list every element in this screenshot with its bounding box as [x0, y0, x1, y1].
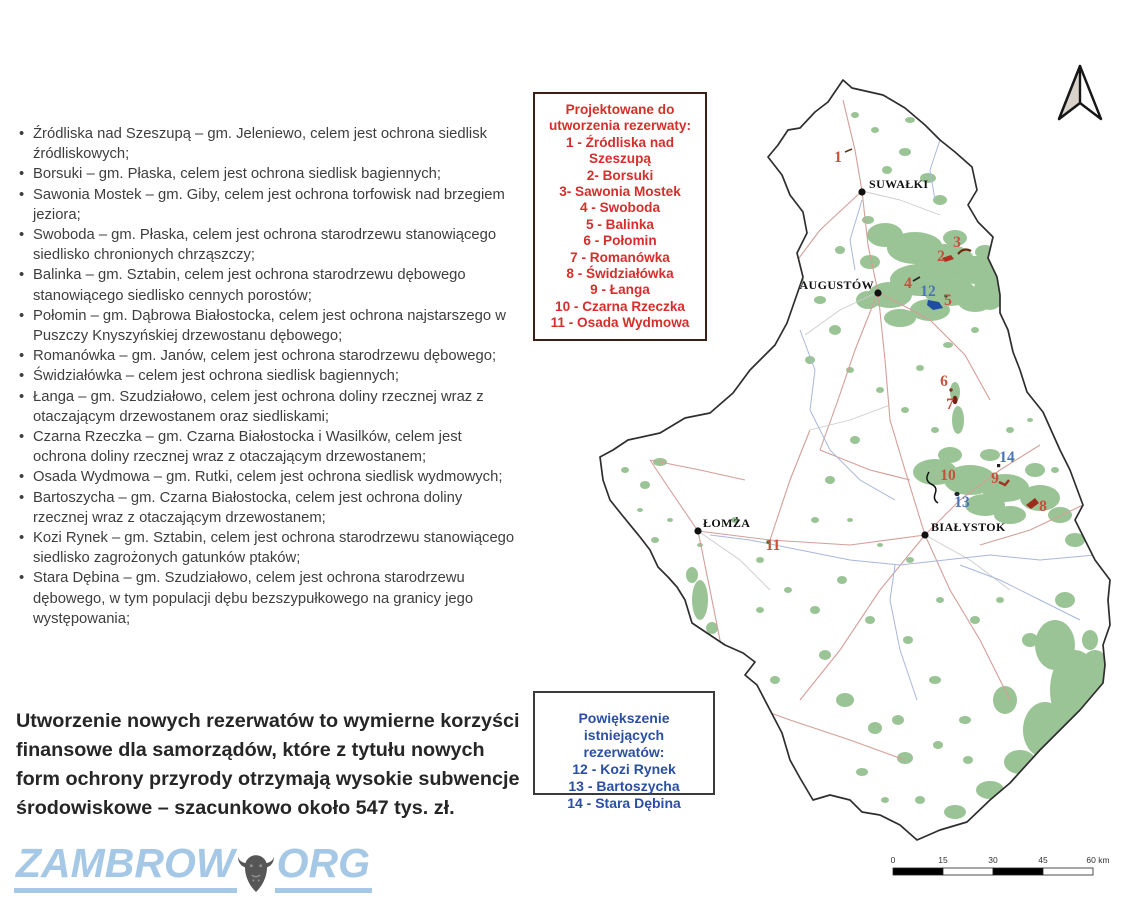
list-item: • Łanga – gm. Szudziałowo, celem jest ochrona doliny rzecznej wraz z otaczającym drzewostanem oraz siedliskami;: [16, 387, 518, 427]
reserve-marker-9: 9: [991, 470, 999, 487]
zambrow-org-logo: [14, 840, 372, 899]
financial-summary-text: Utworzenie nowych rezerwatów to wymierne korzyści finansowe dla samorządów, które z tytułu nowych form ochrony przyrody otrzymają wysokie subwencje środowiskowe – szacunkowo około 547 tys. zł.: [16, 710, 520, 819]
logo-word-zambrow: ZAMBROW: [14, 843, 237, 893]
reserve-marker-14: 14: [999, 449, 1015, 466]
legend-planned-title-line2: utworzenia rezerwaty:: [548, 118, 692, 134]
list-item: • Czarna Rzeczka – gm. Czarna Białostocka i Wasilków, celem jest ochrona doliny rzecznej wraz z otaczającym drzewostanem;: [16, 427, 518, 467]
city-dot: [858, 188, 865, 195]
city-dot: [694, 527, 701, 534]
list-item: • Balinka – gm. Sztabin, celem jest ochrona starodrzewu dębowego stanowiącego siedlisko cennych porostów;: [16, 265, 518, 305]
scale-label: 15: [938, 855, 948, 865]
reserve-marker-12: 12: [920, 283, 936, 300]
list-item: • Borsuki – gm. Płaska, celem jest ochrona siedlisk bagiennych;: [16, 164, 518, 184]
legend-existing-title-line2: rezerwatów:: [583, 744, 665, 760]
reserve-marker-10: 10: [940, 467, 956, 484]
scale-bar: [893, 868, 1093, 875]
list-item: • Źródliska nad Szeszupą – gm. Jeleniewo, celem jest ochrona siedlisk źródliskowych;: [16, 124, 518, 164]
legend-item: 4 - Swoboda: [579, 200, 661, 216]
list-item: • Kozi Rynek – gm. Sztabin, celem jest ochrona starodrzewu stanowiącego siedlisko zagrożonych gatunków ptaków;: [16, 528, 518, 568]
list-item: • Bartoszycha – gm. Czarna Białostocka, celem jest ochrona doliny rzecznej wraz z otaczającym drzewostanem;: [16, 488, 518, 528]
legend-planned-reserves: [533, 92, 707, 341]
list-item: • Sawonia Mostek – gm. Giby, celem jest ochrona torfowisk nad brzegiem jeziora;: [16, 185, 518, 225]
scale-label: 45: [1038, 855, 1048, 865]
logo-word-org: ORG: [275, 843, 372, 893]
legend-planned-title-line1: Projektowane do: [565, 102, 675, 117]
north-arrow-icon: [1059, 66, 1101, 119]
list-item: • Swoboda – gm. Płaska, celem jest ochrona starodrzewu stanowiącego siedlisko chronionych chrząszczy;: [16, 225, 518, 265]
reserve-marker-5: 5: [944, 292, 952, 309]
city-label: SUWAŁKI: [869, 177, 929, 191]
legend-existing-title-line1: Powiększenie istniejących: [578, 710, 670, 743]
reserve-marker-1: 1: [834, 149, 842, 166]
reserve-marker-2: 2: [937, 248, 945, 265]
reserve-marker-3: 3: [953, 234, 961, 251]
legend-item: 6 - Połomin: [583, 233, 657, 249]
legend-item: 14 - Stara Dębina: [567, 795, 681, 811]
scale-label: 0: [890, 855, 896, 865]
legend-item: 3- Sawonia Mostek: [559, 184, 681, 200]
legend-item: 9 - Łanga: [590, 282, 650, 298]
reserve-marker-7: 7: [946, 396, 954, 413]
legend-existing-reserves: [533, 691, 715, 811]
list-item: • Romanówka – gm. Janów, celem jest ochrona starodrzewu dębowego;: [16, 346, 518, 366]
reserve-marker-8: 8: [1039, 498, 1047, 515]
legend-item: 7 - Romanówka: [570, 249, 670, 265]
reserve-marker-6: 6: [940, 373, 948, 390]
legend-item: 2- Borsuki: [586, 167, 654, 183]
legend-item: 13 - Bartoszycha: [568, 778, 680, 794]
city-dot: [921, 531, 928, 538]
reserve-marker-13: 13: [954, 494, 970, 511]
list-item: • Stara Dębina – gm. Szudziałowo, celem jest ochrona starodrzewu dębowego, w tym populacji dębu bezszypułkowego na granicy jego występowania;: [16, 568, 518, 629]
city-label: BIAŁYSTOK: [931, 520, 1006, 534]
reserve-marker-4: 4: [904, 275, 912, 292]
bison-icon: [235, 847, 277, 899]
scale-label: 60 km: [1086, 855, 1110, 865]
city-label: ŁOMŻA: [703, 516, 751, 530]
list-item: • Osada Wydmowa – gm. Rutki, celem jest ochrona siedlisk wydmowych;: [16, 467, 518, 487]
legend-item: 12 - Kozi Rynek: [572, 761, 676, 777]
reserve-descriptions-list: [16, 124, 518, 629]
scale-label: 30: [988, 855, 998, 865]
reserve-marker-11: 11: [765, 537, 781, 554]
legend-item: 10 - Czarna Rzeczka: [555, 298, 685, 314]
city-dot: [874, 289, 881, 296]
list-item: • Połomin – gm. Dąbrowa Białostocka, celem jest ochrona najstarszego w Puszczy Knyszyńskiej drzewostanu dębowego;: [16, 306, 518, 346]
legend-item: 11 - Osada Wydmowa: [550, 315, 690, 331]
list-item: • Świdziałówka – celem jest ochrona siedlisk bagiennych;: [16, 366, 518, 386]
city-label: AUGUSTÓW: [799, 278, 874, 292]
scale-bar-labels: [891, 855, 1110, 865]
legend-item: 8 - Świdziałówka: [566, 266, 674, 282]
legend-item: 5 - Balinka: [586, 216, 654, 232]
legend-item: 1 - Źródliska nad Szeszupą: [565, 134, 675, 167]
